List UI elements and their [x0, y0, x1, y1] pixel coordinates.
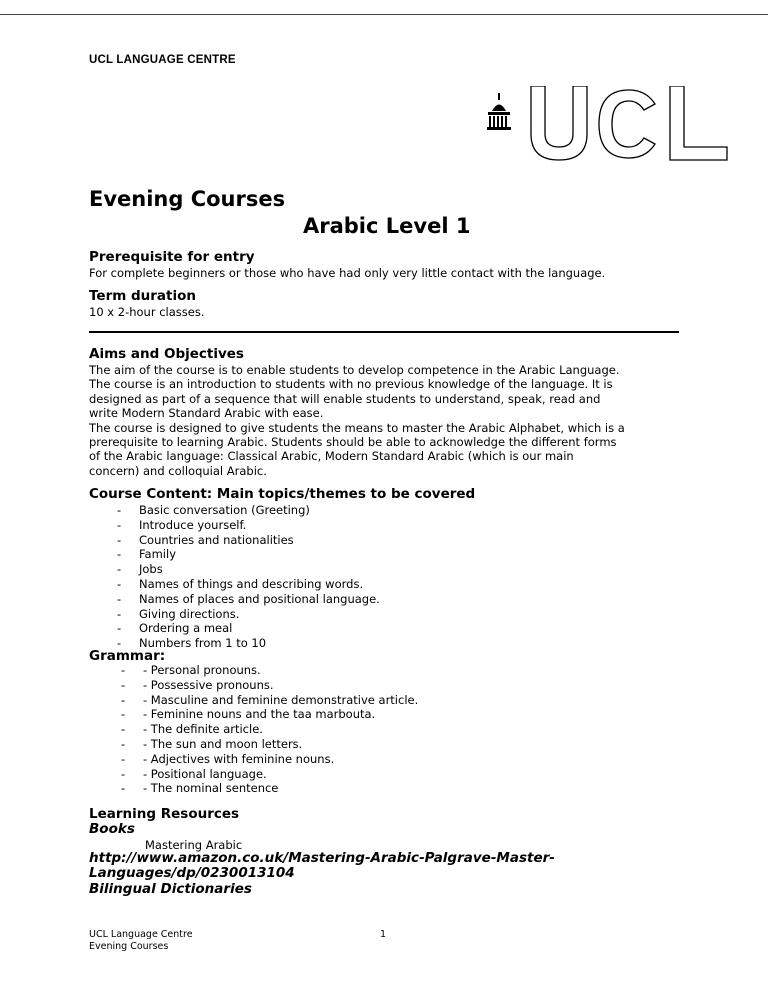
- aims-text: [89, 363, 689, 478]
- top-rule: [0, 14, 768, 15]
- list-item: - Basic conversation (Greeting): [89, 503, 380, 518]
- list-item: - Giving directions.: [89, 607, 380, 622]
- prerequisite-heading: Prerequisite for entry: [89, 249, 255, 265]
- prerequisite-text: For complete beginners or those who have had only very little contact with the language.: [89, 266, 606, 280]
- list-item: - Countries and nationalities: [89, 533, 380, 548]
- term-text: 10 x 2-hour classes.: [89, 305, 205, 319]
- aims-line: The course is designed to give students the means to master the Arabic Alphabet, which is a: [89, 420, 625, 435]
- list-item: - - The sun and moon letters.: [93, 737, 418, 752]
- list-item: - Names of places and positional language.: [89, 592, 380, 607]
- list-item: - Jobs: [89, 562, 380, 577]
- list-item: - Family: [89, 547, 380, 562]
- book-title: Mastering Arabic: [145, 838, 243, 852]
- footer-line: Evening Courses: [89, 941, 169, 952]
- book-link[interactable]: [89, 851, 555, 881]
- grammar-heading: Grammar:: [89, 648, 166, 664]
- aims-heading: Aims and Objectives: [89, 346, 244, 362]
- section-divider: [89, 331, 679, 333]
- page-title: Evening Courses: [89, 187, 286, 211]
- term-heading: Term duration: [89, 288, 197, 304]
- footer-text: [89, 929, 193, 953]
- book-link-line[interactable]: Languages/dp/0230013104: [89, 865, 295, 881]
- aims-line: of the Arabic language: Classical Arabic, Modern Standard Arabic (which is our main: [89, 449, 574, 464]
- list-item: - Names of things and describing words.: [89, 577, 380, 592]
- department-name: UCL LANGUAGE CENTRE: [89, 54, 236, 66]
- list-item: - - Possessive pronouns.: [93, 678, 418, 693]
- portico-icon: [487, 93, 511, 130]
- books-label: Books: [89, 821, 135, 837]
- list-item: - - The nominal sentence: [93, 781, 418, 796]
- book-link-line[interactable]: http://www.amazon.co.uk/Mastering-Arabic-Palgrave-Master-: [89, 850, 555, 866]
- page-number: 1: [380, 929, 387, 940]
- aims-line: designed as part of a sequence that will enable students to understand, speak, read and: [89, 391, 601, 406]
- list-item: - - Masculine and feminine demonstrative article.: [93, 693, 418, 708]
- aims-line: The aim of the course is to enable students to develop competence in the Arabic Language.: [89, 363, 620, 377]
- resources-heading: Learning Resources: [89, 806, 240, 822]
- dictionaries-label: Bilingual Dictionaries: [89, 881, 252, 897]
- topics-list: [89, 503, 380, 651]
- aims-line: The course is an introduction to students with no previous knowledge of the language. It is: [89, 377, 613, 392]
- list-item: - - Feminine nouns and the taa marbouta.: [93, 707, 418, 722]
- aims-line: prerequisite to learning Arabic. Students should be able to acknowledge the different forms: [89, 435, 617, 450]
- aims-line: concern) and colloquial Arabic.: [89, 463, 267, 478]
- grammar-list: [93, 663, 418, 796]
- ucl-logo: [484, 86, 768, 162]
- footer-line: UCL Language Centre: [89, 929, 193, 940]
- list-item: - - Personal pronouns.: [93, 663, 418, 678]
- list-item: - - The definite article.: [93, 722, 418, 737]
- list-item: - - Positional language.: [93, 767, 418, 782]
- content-heading: Course Content: Main topics/themes to be covered: [89, 486, 476, 502]
- course-title: Arabic Level 1: [303, 214, 471, 238]
- list-item: - Introduce yourself.: [89, 518, 380, 533]
- list-item: - Numbers from 1 to 10: [89, 636, 380, 651]
- list-item: - - Adjectives with feminine nouns.: [93, 752, 418, 767]
- aims-line: write Modern Standard Arabic with ease.: [89, 406, 324, 421]
- list-item: - Ordering a meal: [89, 621, 380, 636]
